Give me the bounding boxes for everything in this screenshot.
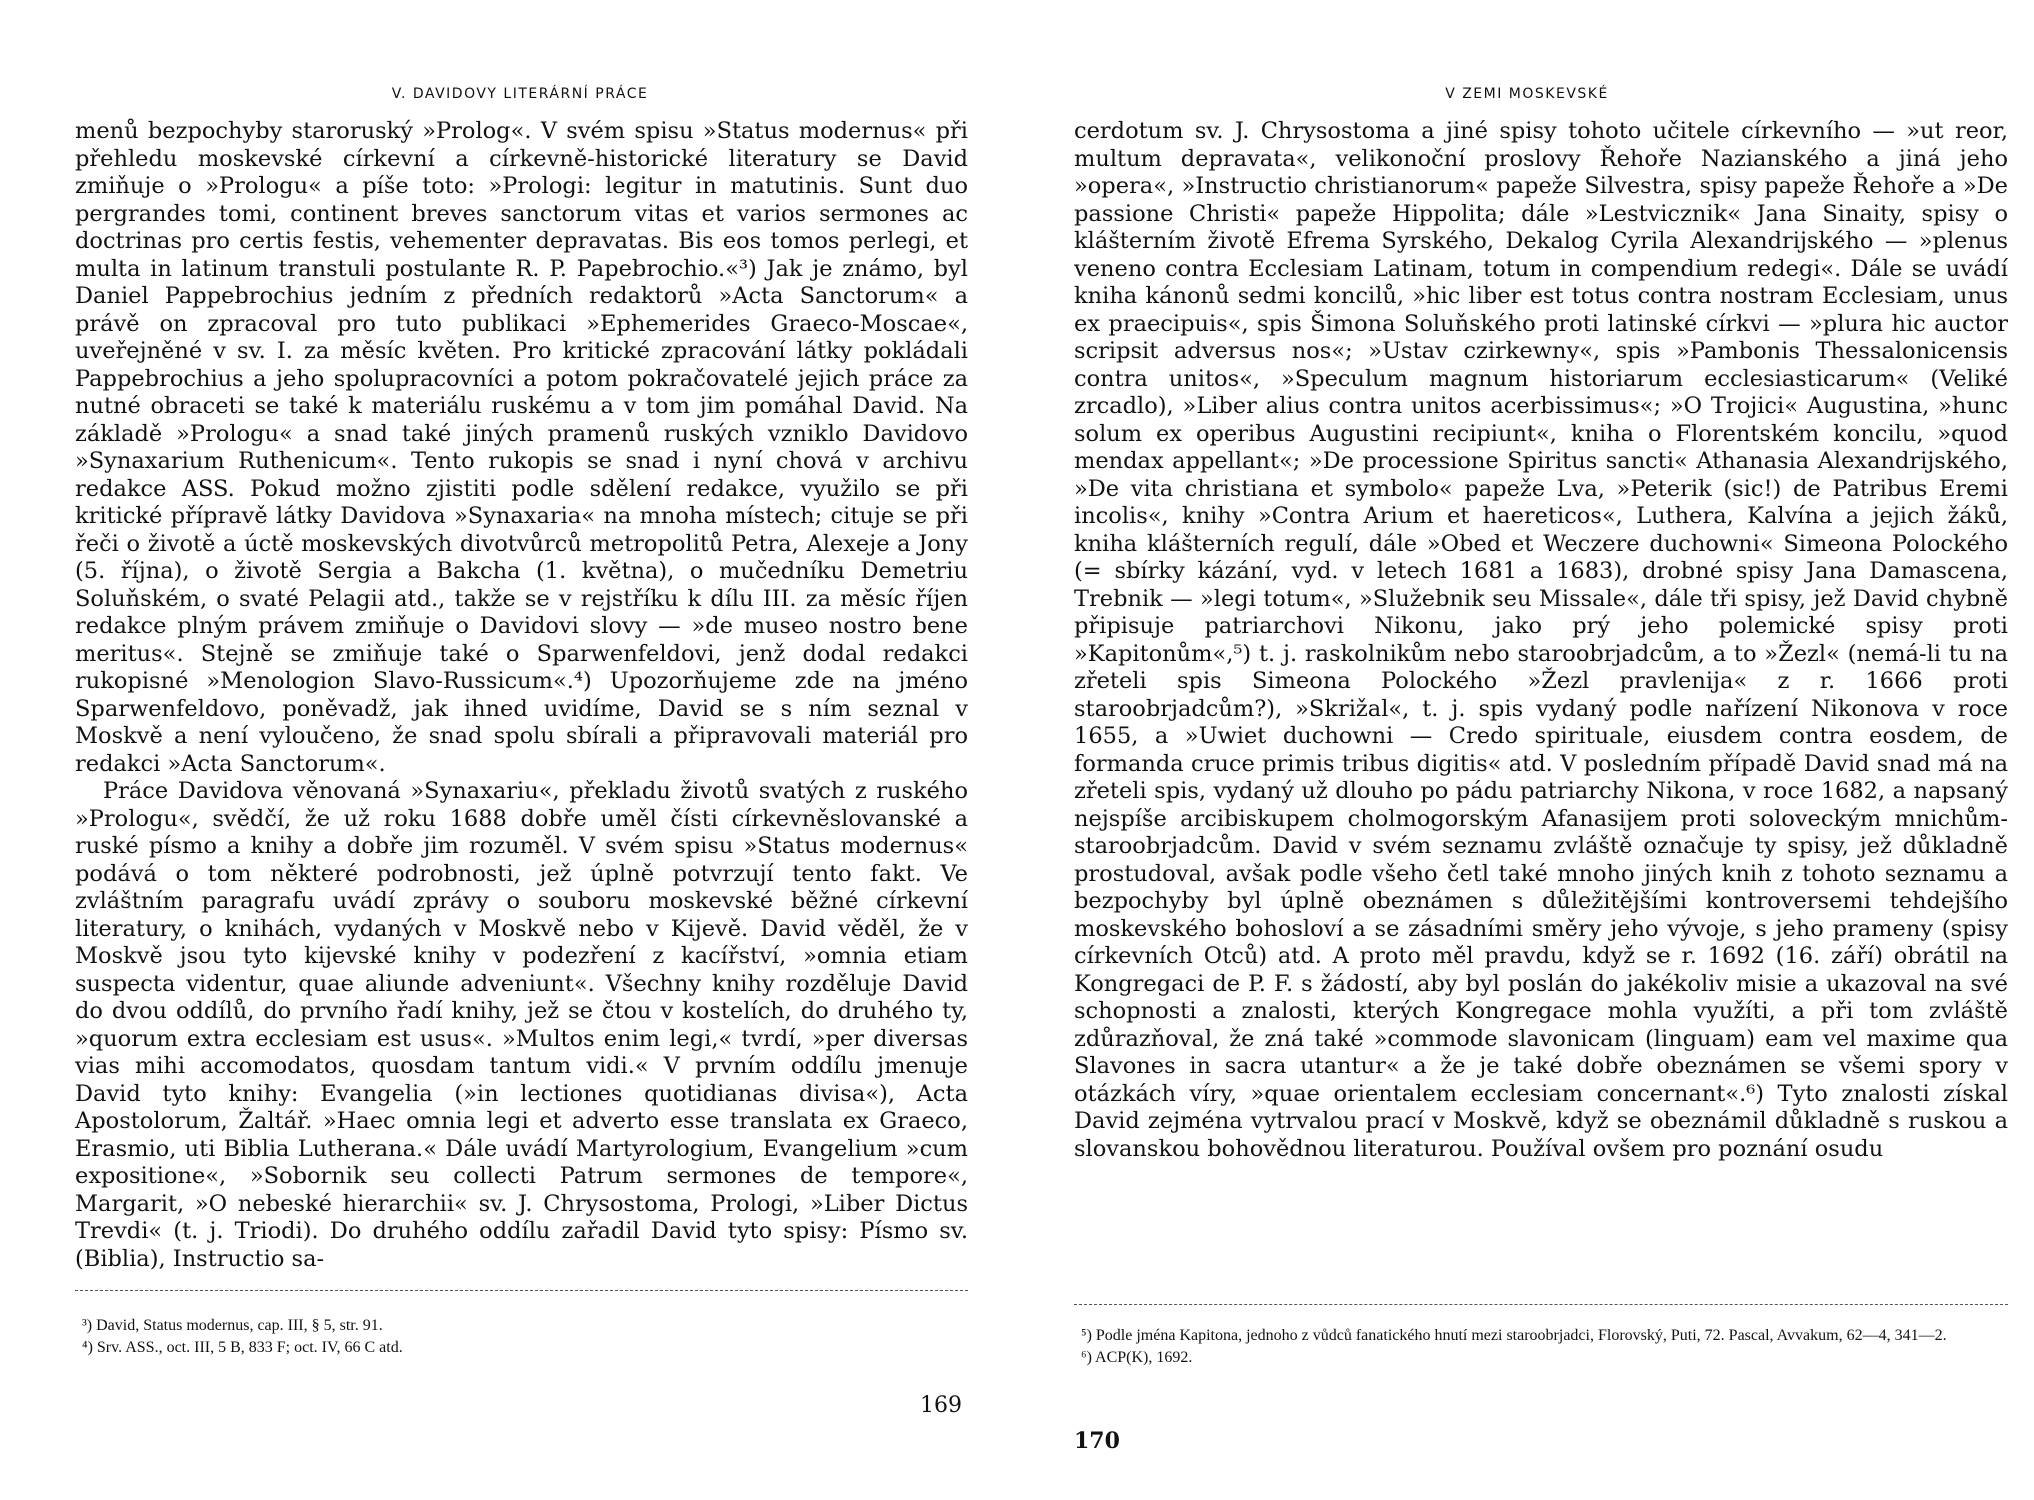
footnote: ³) David, Status modernus, cap. III, § 5, str. 91. [82, 1317, 383, 1334]
running-head: V ZEMI MOSKEVSKÉ [1445, 86, 1609, 102]
footnotes [1081, 1326, 2001, 1370]
paragraph: Práce Davidova věnovaná »Synaxariu«, překladu životů svatých z ruského »Prologu«, svědčí, že už roku 1688 dobře uměl čísti církevněslovanské a ruské písmo a knihy a dobře jim rozuměl. V svém spisu »Status modernus« podává o tom některé podrobnosti, jež úplně potvrzují tento fakt. Ve zvláštním paragrafu uvádí zprávy o souboru moskevské běžné církevní literatury, o knihách, vydaných v Moskvě nebo v Kijevě. David věděl, že v Moskvě jsou tyto kijevské knihy v podezření z kacířství, »omnia etiam suspecta videntur, quae aliunde adveniunt«. Všechny knihy rozděluje David do dvou oddílů, do prvního řadí knihy, jež se čtou v kostelích, do druhého ty, »quorum extra ecclesiam est usus«. »Multos enim legi,« tvrdí, »per diversas vias mihi accomodatos, quosdam tantum vidi.« V prvním oddílu jmenuje David tyto knihy: Evangelia (»in lectiones quotidianas divisa«), Acta Apostolorum, Žaltář. »Haec omnia legi et adverto esse translata ex Graeco, Erasmio, uti Biblia Lutherana.« Dále uvádí Martyrologium, Evangelium »cum expositione«, »Sobornik seu collecti Patrum sermones de tempore«, Margarit, »O nebeské hierarchii« sv. J. Chrysostoma, Prologi, »Liber Dictus Trevdi« (t. j. Triodi). Do druhého oddílu zařadil David tyto spisy: Písmo sv. (Biblia), Instructio sa- [75, 778, 968, 1272]
body-text [1074, 118, 2008, 1163]
running-head: V. DAVIDOVY LITERÁRNÍ PRÁCE [391, 86, 649, 102]
page-number: 170 [1074, 1428, 1120, 1454]
page-number: 169 [920, 1393, 962, 1418]
paragraph: menů bezpochyby staroruský »Prolog«. V svém spisu »Status modernus« při přehledu moskevské církevní a církevně-historické literatury se David zmiňuje o »Prologu« a píše toto: »Prologi: legitur in matutinis. Sunt duo pergrandes tomi, continent breves sanctorum vitas et varios sermones ac doctrinas pro certis festis, vehementer depravatas. Bis eos tomos perlegi, et multa in latinum transtuli postulante R. P. Papebrochio.«³) Jak je známo, byl Daniel Pappebrochius jedním z předních redaktorů »Acta Sanctorum« a právě on zpracoval pro tuto publikaci »Ephemerides Graeco-Moscae«, uveřejněné v sv. I. za měsíc květen. Pro kritické zpracování látky pokládali Pappebrochius a jeho spolupracovníci a potom pokračovatelé jejich práce za nutné obraceti se také k materiálu ruskému a v tom jim pomáhal David. Na základě »Prologu« a snad také jiných pramenů ruských vzniklo Davidovo »Synaxarium Ruthenicum«. Tento rukopis se snad i nyní chová v archivu redakce ASS. Pokud možno zjistiti podle sdělení redakce, využilo se při kritické přípravě látky Davidova »Synaxaria« na mnoha místech; cituje se při řeči o životě a úctě moskevských divotvůrců metropolitů Petra, Alexeje a Jony (5. října), o životě Sergia a Bakcha (1. května), o mučedníku Demetriu Soluňském, o svaté Pelagii atd., takže se v rejstříku k dílu III. za měsíc říjen redakce plným právem zmiňuje o Davidovi slovy — »de museo nostro bene meritus«. Stejně se zmiňuje také o Sparwenfeldovi, jenž dodal redakci rukopisné »Menologion Slavo-Russicum«.⁴) Upozorňujeme zde na jméno Sparwenfeldovo, poněvadž, jak ihned uvidíme, David se s ním seznal v Moskvě a není vyloučeno, že snad spolu sbírali a připravovali materiál pro redakci »Acta Sanctorum«. [75, 118, 968, 777]
footnote-divider [1074, 1304, 2008, 1305]
footnote: ⁵) Podle jména Kapitona, jednoho z vůdců fanatického hnutí mezi staroobrjadci, Florovský, Puti, 72. Pascal, Avvakum, 62—4, 341—2. [1081, 1327, 1947, 1344]
right-page [1017, 0, 2034, 1500]
footnote: ⁴) Srv. ASS., oct. III, 5 B, 833 F; oct. IV, 66 C atd. [82, 1339, 403, 1356]
paragraph: cerdotum sv. J. Chrysostoma a jiné spisy tohoto učitele církevního — »ut reor, multum depravata«, velikonoční proslovy Řehoře Nazianského a jiná jeho »opera«, »Instructio christianorum« papeže Silvestra, spisy papeže Řehoře a »De passione Christi« papeže Hippolita; dále »Lestvicznik« Jana Sinaity, spisy o klášterním životě Efrema Syrského, Dekalog Cyrila Alexandrijského — »plenus veneno contra Ecclesiam Latinam, totum in compendium redegi«. Dále se uvádí kniha kánonů sedmi koncilů, »hic liber est totus contra nostram Ecclesiam, unus ex praecipuis«, spis Šimona Soluňského proti latinské církvi — »plura hic auctor scripsit adversus nos«; »Ustav czirkewny«, spis »Pambonis Thessalonicensis contra unitos«, »Speculum magnum historiarum ecclesiasticarum« (Veliké zrcadlo), »Liber alius contra unitos acerbissimus«; »O Trojici« Augustina, »hunc solum ex operibus Augustini recipiunt«, kniha o Florentském koncilu, »quod mendax appellant«; »De processione Spiritus sancti« Athanasia Alexandrijského, »De vita christiana et symbolo« papeže Lva, »Peterik (sic!) de Patribus Eremi incolis«, knihy »Contra Arium et haereticos«, Luthera, Kalvína a jejich žáků, kniha klášterních regulí, dále »Obed et Weczere duchowni« Simeona Polockého (= sbírky kázání, vyd. v letech 1681 a 1683), drobné spisy Jana Damascena, Trebnik — »legi totum«, »Služebnik seu Missale«, dále tři spisy, jež David chybně připisuje patriarchovi Nikonu, jako prý jeho polemické spisy proti »Kapitonům«,⁵) t. j. raskolnikům nebo staroobrjadcům, a to »Žezl« (nemá-li tu na zřeteli spis Simeona Polockého »Žezl pravlenija« z r. 1666 proti staroobrjadcům?), »Skrižal«, t. j. spis vydaný podle nařízení Nikonova v roce 1655, a »Uwiet duchowni — Credo spirituale, eiusdem contra eosdem, de formanda cruce primis tribus digitis« atd. V posledním případě David snad má na zřeteli spis, vydaný už dlouho po pádu patriarchy Nikona, v roce 1682, a napsaný nejspíše arcibiskupem cholmogorským Afanasijem proti soloveckým mnichům-staroobrjadcům. David v svém seznamu zvláště označuje ty spisy, jež důkladně prostudoval, avšak podle všeho četl také mnoho jiných knih z tohoto seznamu a bezpochyby byl úplně obeznámen s důležitějšími kontroversemi tehdejšího moskevského bohosloví a se zásadními směry jeho vývoje, s jeho prameny (spisy církevních Otců) atd. A proto měl pravdu, když se r. 1692 (16. září) obrátil na Kongregaci de P. F. s žádostí, aby byl poslán do jakékoliv misie a ukazoval na své schopnosti a znalosti, kterých Kongregace mohla využíti, a při tom zvláště zdůrazňoval, že zná také »commode slavonicam (linguam) eam vel maxime qua Slavones in sacra utantur« a že je také dobře obeznámen se všemi spory v otázkách víry, »quae orientalem ecclesiam concernant«.⁶) Tyto znalosti získal David zejména vytrvalou prací v Moskvě, když se obeznámil důkladně s ruskou a slovanskou bohovědnou literaturou. Používal ovšem pro poznání osudu [1074, 118, 2008, 1162]
body-text [75, 118, 968, 1273]
footnote-divider [75, 1290, 968, 1291]
footnotes [82, 1316, 942, 1360]
footnote: ⁶) ACP(K), 1692. [1081, 1349, 1193, 1366]
